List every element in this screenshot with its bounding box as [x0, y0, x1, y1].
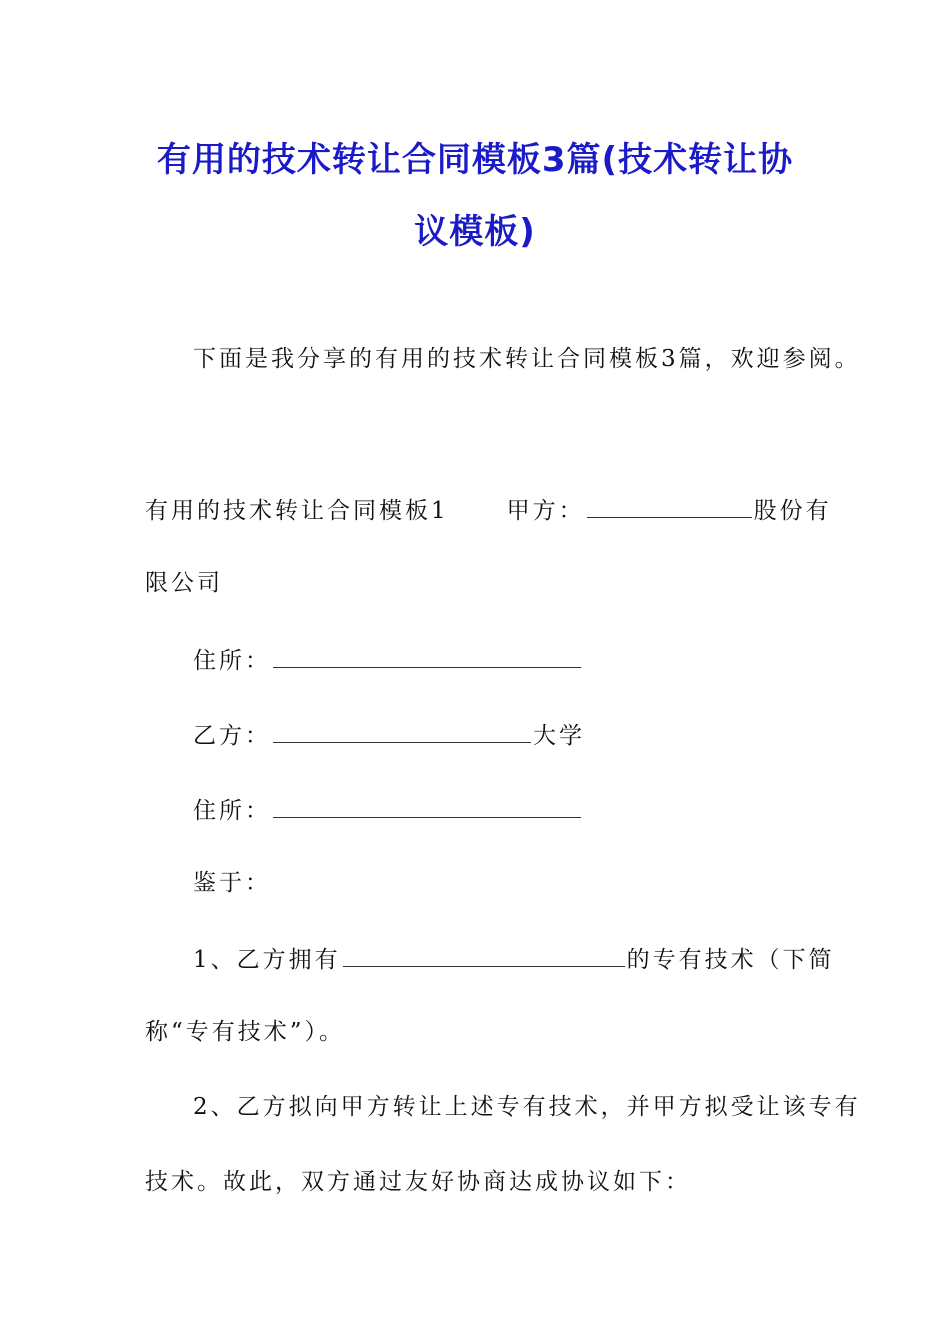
- item1-blank: [343, 946, 625, 967]
- party-b-line: [193, 722, 585, 748]
- item1-cont: 称“专有技术”）。: [145, 1019, 346, 1045]
- party-a-label: 甲方：: [506, 498, 585, 524]
- address-a-line: [193, 647, 583, 673]
- party-b-suffix: 大学: [533, 723, 585, 749]
- party-a-suffix-cont: 限公司: [145, 570, 223, 596]
- address-a-blank: [273, 647, 581, 668]
- item2-cont: 技术。故此，双方通过友好协商达成协议如下：: [145, 1169, 691, 1195]
- address-b-label: 住所：: [193, 798, 271, 824]
- item1-prefix: 1、乙方拥有: [193, 947, 341, 973]
- title-line-1: 有用的技术转让合同模板3篇(技术转让协: [156, 140, 794, 180]
- address-a-label: 住所：: [193, 648, 271, 674]
- title-line-2: 议模板): [414, 212, 536, 252]
- intro-paragraph: 下面是我分享的有用的技术转让合同模板3篇，欢迎参阅。: [193, 346, 861, 372]
- address-b-blank: [273, 797, 581, 818]
- item2-line: 2、乙方拟向甲方转让上述专有技术，并甲方拟受让该专有: [193, 1094, 861, 1120]
- party-b-label: 乙方：: [193, 723, 271, 749]
- party-b-blank: [273, 722, 531, 743]
- party-a-blank: [587, 497, 752, 518]
- address-b-line: [193, 797, 583, 823]
- whereas-label: 鉴于：: [193, 870, 271, 896]
- item1-suffix: 的专有技术（下简: [626, 947, 835, 973]
- party-a-suffix: 股份有: [753, 498, 832, 524]
- section1-first-line: [145, 497, 832, 523]
- section1-heading: 有用的技术转让合同模板1: [145, 498, 449, 524]
- item1-line: [193, 946, 835, 972]
